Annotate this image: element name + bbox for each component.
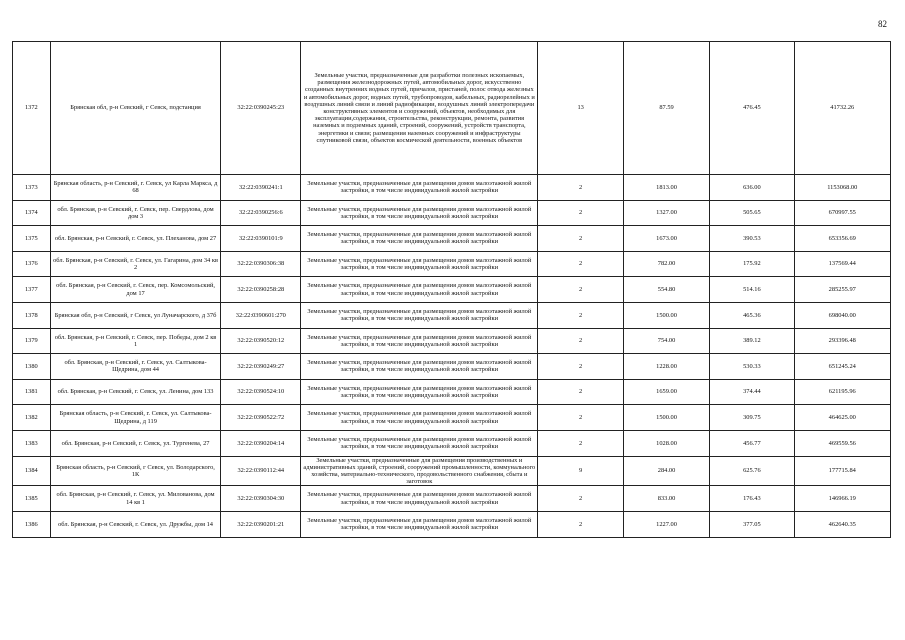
permitted-use-cell: Земельные участки, предназначенные для размещения домов малоэтажной жилой застройки, в том числе индивидуальной жилой застройки xyxy=(301,354,538,380)
use-group-cell: 2 xyxy=(538,354,623,380)
area-cell: 1813.00 xyxy=(623,175,709,201)
cadastral-number-cell: 32:22:0390249:27 xyxy=(221,354,301,380)
table-row xyxy=(13,200,891,226)
cadastral-number-cell: 32:22:0390241:1 xyxy=(221,175,301,201)
cadastral-value-cell: 653356.69 xyxy=(794,226,890,252)
cadastral-value-cell: 285255.97 xyxy=(794,277,890,303)
area-cell: 782.00 xyxy=(623,251,709,277)
specific-value-cell: 175.92 xyxy=(710,251,794,277)
table-row xyxy=(13,430,891,456)
address-cell: Брянская область, р-н Севский, г. Севск, ул Карла Маркса, д 68 xyxy=(50,175,221,201)
area-cell: 1659.00 xyxy=(623,379,709,405)
address-cell: Брянская обл, р-н Севский, г Севск, подстанция xyxy=(50,42,221,175)
row-number-cell: 1377 xyxy=(13,277,51,303)
specific-value-cell: 505.65 xyxy=(710,200,794,226)
area-cell: 87.59 xyxy=(623,42,709,175)
permitted-use-cell: Земельные участки, предназначенные для размещения домов малоэтажной жилой застройки, в том числе индивидуальной жилой застройки xyxy=(301,486,538,512)
area-cell: 833.00 xyxy=(623,486,709,512)
use-group-cell: 2 xyxy=(538,175,623,201)
use-group-cell: 2 xyxy=(538,251,623,277)
table-body xyxy=(13,42,891,538)
area-cell: 1500.00 xyxy=(623,405,709,431)
specific-value-cell: 389.12 xyxy=(710,328,794,354)
table-row xyxy=(13,405,891,431)
address-cell: обл. Брянская, р-н Севский, г. Севск, ул. Гагарина, дом 34 кв 2 xyxy=(50,251,221,277)
area-cell: 1673.00 xyxy=(623,226,709,252)
specific-value-cell: 309.75 xyxy=(710,405,794,431)
cadastral-value-cell: 621195.96 xyxy=(794,379,890,405)
cadastral-number-cell: 32:22:0390520:12 xyxy=(221,328,301,354)
row-number-cell: 1381 xyxy=(13,379,51,405)
area-cell: 1028.00 xyxy=(623,430,709,456)
cadastral-value-cell: 177715.84 xyxy=(794,456,890,486)
use-group-cell: 2 xyxy=(538,486,623,512)
cadastral-number-cell: 32:22:0390201:21 xyxy=(221,511,301,537)
cadastral-value-cell: 137569.44 xyxy=(794,251,890,277)
cadastral-number-cell: 32:22:0390245:23 xyxy=(221,42,301,175)
use-group-cell: 2 xyxy=(538,511,623,537)
cadastral-value-cell: 41732.26 xyxy=(794,42,890,175)
permitted-use-cell: Земельные участки, предназначенные для размещения домов малоэтажной жилой застройки, в том числе индивидуальной жилой застройки xyxy=(301,277,538,303)
use-group-cell: 9 xyxy=(538,456,623,486)
specific-value-cell: 530.33 xyxy=(710,354,794,380)
address-cell: обл. Брянская, р-н Севский, г. Севск, ул. Плеханова, дом 27 xyxy=(50,226,221,252)
area-cell: 1228.00 xyxy=(623,354,709,380)
table-row xyxy=(13,277,891,303)
cadastral-value-cell: 698040.00 xyxy=(794,302,890,328)
permitted-use-cell: Земельные участки, предназначенные для размещения домов малоэтажной жилой застройки, в том числе индивидуальной жилой застройки xyxy=(301,175,538,201)
cadastral-value-table xyxy=(12,41,891,538)
address-cell: обл. Брянская, р-н Севский, г. Севск, ул. Дружбы, дом 14 xyxy=(50,511,221,537)
address-cell: Брянская обл, р-н Севский, г Севск, ул Луначарского, д 37б xyxy=(50,302,221,328)
use-group-cell: 2 xyxy=(538,405,623,431)
row-number-cell: 1376 xyxy=(13,251,51,277)
table-row xyxy=(13,328,891,354)
cadastral-number-cell: 32:22:0390524:10 xyxy=(221,379,301,405)
permitted-use-cell: Земельные участки, предназначенные для размещения домов малоэтажной жилой застройки, в том числе индивидуальной жилой застройки xyxy=(301,226,538,252)
table-row xyxy=(13,42,891,175)
cadastral-number-cell: 32:22:0390258:28 xyxy=(221,277,301,303)
cadastral-value-cell: 464625.00 xyxy=(794,405,890,431)
permitted-use-cell: Земельные участки, предназначенные для размещения домов малоэтажной жилой застройки, в том числе индивидуальной жилой застройки xyxy=(301,251,538,277)
row-number-cell: 1379 xyxy=(13,328,51,354)
permitted-use-cell: Земельные участки, предназначенные для размещения домов малоэтажной жилой застройки, в том числе индивидуальной жилой застройки xyxy=(301,328,538,354)
area-cell: 754.00 xyxy=(623,328,709,354)
use-group-cell: 2 xyxy=(538,277,623,303)
table-row xyxy=(13,226,891,252)
page-number: 82 xyxy=(878,19,887,29)
table-row xyxy=(13,175,891,201)
specific-value-cell: 465.36 xyxy=(710,302,794,328)
address-cell: обл. Брянская, р-н Севский, г. Севск, пер. Победы, дом 2 кв 1 xyxy=(50,328,221,354)
cadastral-value-cell: 1153068.00 xyxy=(794,175,890,201)
cadastral-value-cell: 293396.48 xyxy=(794,328,890,354)
permitted-use-cell: Земельные участки, предназначенные для разработки полезных ископаемых, размещения железнодорожных путей, автомобильных дорог, искусственно созданных внутренних водных путей, причалов, пристаней, полос отвода железных и автомобильных дорог, водных путей, трубопроводов, кабельных, радиорелейных и воздушных линий связи и линий радиофикации, воздушных линий электропередачи конструктивных элементов и сооружений, объектов, необходимых для эксплуатации,содержания, строительства, реконструкции, ремонта, развития наземных и подземных зданий, строений, сооружений, устройств транспорта, энергетики и связи; размещения наземных сооружений и инфраструктуры спутниковой связи, объектов космической деятельности, военных объектов xyxy=(301,42,538,175)
row-number-cell: 1380 xyxy=(13,354,51,380)
table-row xyxy=(13,456,891,486)
use-group-cell: 2 xyxy=(538,430,623,456)
row-number-cell: 1374 xyxy=(13,200,51,226)
cadastral-value-cell: 670997.55 xyxy=(794,200,890,226)
specific-value-cell: 476.45 xyxy=(710,42,794,175)
use-group-cell: 2 xyxy=(538,200,623,226)
permitted-use-cell: Земельные участки, предназначенные для размещения домов малоэтажной жилой застройки, в том числе индивидуальной жилой застройки xyxy=(301,379,538,405)
address-cell: обл. Брянская, р-н Севский, г. Севск, пер. Свердлова, дом дом 3 xyxy=(50,200,221,226)
use-group-cell: 2 xyxy=(538,302,623,328)
row-number-cell: 1375 xyxy=(13,226,51,252)
use-group-cell: 13 xyxy=(538,42,623,175)
cadastral-number-cell: 32:22:0390204:14 xyxy=(221,430,301,456)
address-cell: обл. Брянская, р-н Севский, г. Севск, ул. Салтыкова-Щедрина, дом 44 xyxy=(50,354,221,380)
permitted-use-cell: Земельные участки, предназначенные для размещения домов малоэтажной жилой застройки, в том числе индивидуальной жилой застройки xyxy=(301,405,538,431)
row-number-cell: 1373 xyxy=(13,175,51,201)
row-number-cell: 1378 xyxy=(13,302,51,328)
specific-value-cell: 374.44 xyxy=(710,379,794,405)
cadastral-number-cell: 32:22:0390304:30 xyxy=(221,486,301,512)
row-number-cell: 1383 xyxy=(13,430,51,456)
cadastral-number-cell: 32:22:0390101:9 xyxy=(221,226,301,252)
permitted-use-cell: Земельные участки, предназначенные для размещения домов малоэтажной жилой застройки, в том числе индивидуальной жилой застройки xyxy=(301,302,538,328)
address-cell: Брянская область, р-н Севский, г Севск, ул. Володарского, 1К xyxy=(50,456,221,486)
table-row xyxy=(13,511,891,537)
address-cell: обл. Брянская, р-н Севский, г. Севск, пер. Комсомольский, дом 17 xyxy=(50,277,221,303)
table-row xyxy=(13,486,891,512)
cadastral-number-cell: 32:22:0390112:44 xyxy=(221,456,301,486)
address-cell: обл. Брянская, р-н Севский, г. Севск, ул. Милованова, дом 14 кв 1 xyxy=(50,486,221,512)
area-cell: 1327.00 xyxy=(623,200,709,226)
cadastral-number-cell: 32:22:0390306:38 xyxy=(221,251,301,277)
cadastral-value-cell: 469559.56 xyxy=(794,430,890,456)
cadastral-number-cell: 32:22:0390522:72 xyxy=(221,405,301,431)
cadastral-value-cell: 462640.35 xyxy=(794,511,890,537)
use-group-cell: 2 xyxy=(538,379,623,405)
cadastral-value-cell: 146966.19 xyxy=(794,486,890,512)
permitted-use-cell: Земельные участки, предназначенные для размещения домов малоэтажной жилой застройки, в том числе индивидуальной жилой застройки xyxy=(301,430,538,456)
table-row xyxy=(13,379,891,405)
cadastral-number-cell: 32:22:0390256:6 xyxy=(221,200,301,226)
specific-value-cell: 390.53 xyxy=(710,226,794,252)
area-cell: 1500.00 xyxy=(623,302,709,328)
specific-value-cell: 636.00 xyxy=(710,175,794,201)
area-cell: 1227.00 xyxy=(623,511,709,537)
table-row xyxy=(13,302,891,328)
specific-value-cell: 377.05 xyxy=(710,511,794,537)
address-cell: обл. Брянская, р-н Севский, г. Севск, ул. Тургенева, 27 xyxy=(50,430,221,456)
table-row xyxy=(13,354,891,380)
address-cell: Брянская область, р-н Севский, г. Севск, ул. Салтыкова-Щедрина, д 119 xyxy=(50,405,221,431)
cadastral-number-cell: 32:22:0390601:270 xyxy=(221,302,301,328)
row-number-cell: 1384 xyxy=(13,456,51,486)
row-number-cell: 1382 xyxy=(13,405,51,431)
specific-value-cell: 176.43 xyxy=(710,486,794,512)
specific-value-cell: 514.16 xyxy=(710,277,794,303)
cadastral-value-cell: 651245.24 xyxy=(794,354,890,380)
row-number-cell: 1385 xyxy=(13,486,51,512)
permitted-use-cell: Земельные участки, предназначенные для размещения домов малоэтажной жилой застройки, в том числе индивидуальной жилой застройки xyxy=(301,511,538,537)
permitted-use-cell: Земельные участки, предназначенные для размещения производственных и административных зданий, строений, сооружений промышленности, коммунального хозяйства, материально-технического, продовольственного снабжения, сбыта и заготовок xyxy=(301,456,538,486)
use-group-cell: 2 xyxy=(538,328,623,354)
specific-value-cell: 456.77 xyxy=(710,430,794,456)
permitted-use-cell: Земельные участки, предназначенные для размещения домов малоэтажной жилой застройки, в том числе индивидуальной жилой застройки xyxy=(301,200,538,226)
area-cell: 284.00 xyxy=(623,456,709,486)
row-number-cell: 1372 xyxy=(13,42,51,175)
use-group-cell: 2 xyxy=(538,226,623,252)
table-row xyxy=(13,251,891,277)
area-cell: 554.80 xyxy=(623,277,709,303)
address-cell: обл. Брянская, р-н Севский, г. Севск, ул. Ленина, дом 133 xyxy=(50,379,221,405)
specific-value-cell: 625.76 xyxy=(710,456,794,486)
row-number-cell: 1386 xyxy=(13,511,51,537)
